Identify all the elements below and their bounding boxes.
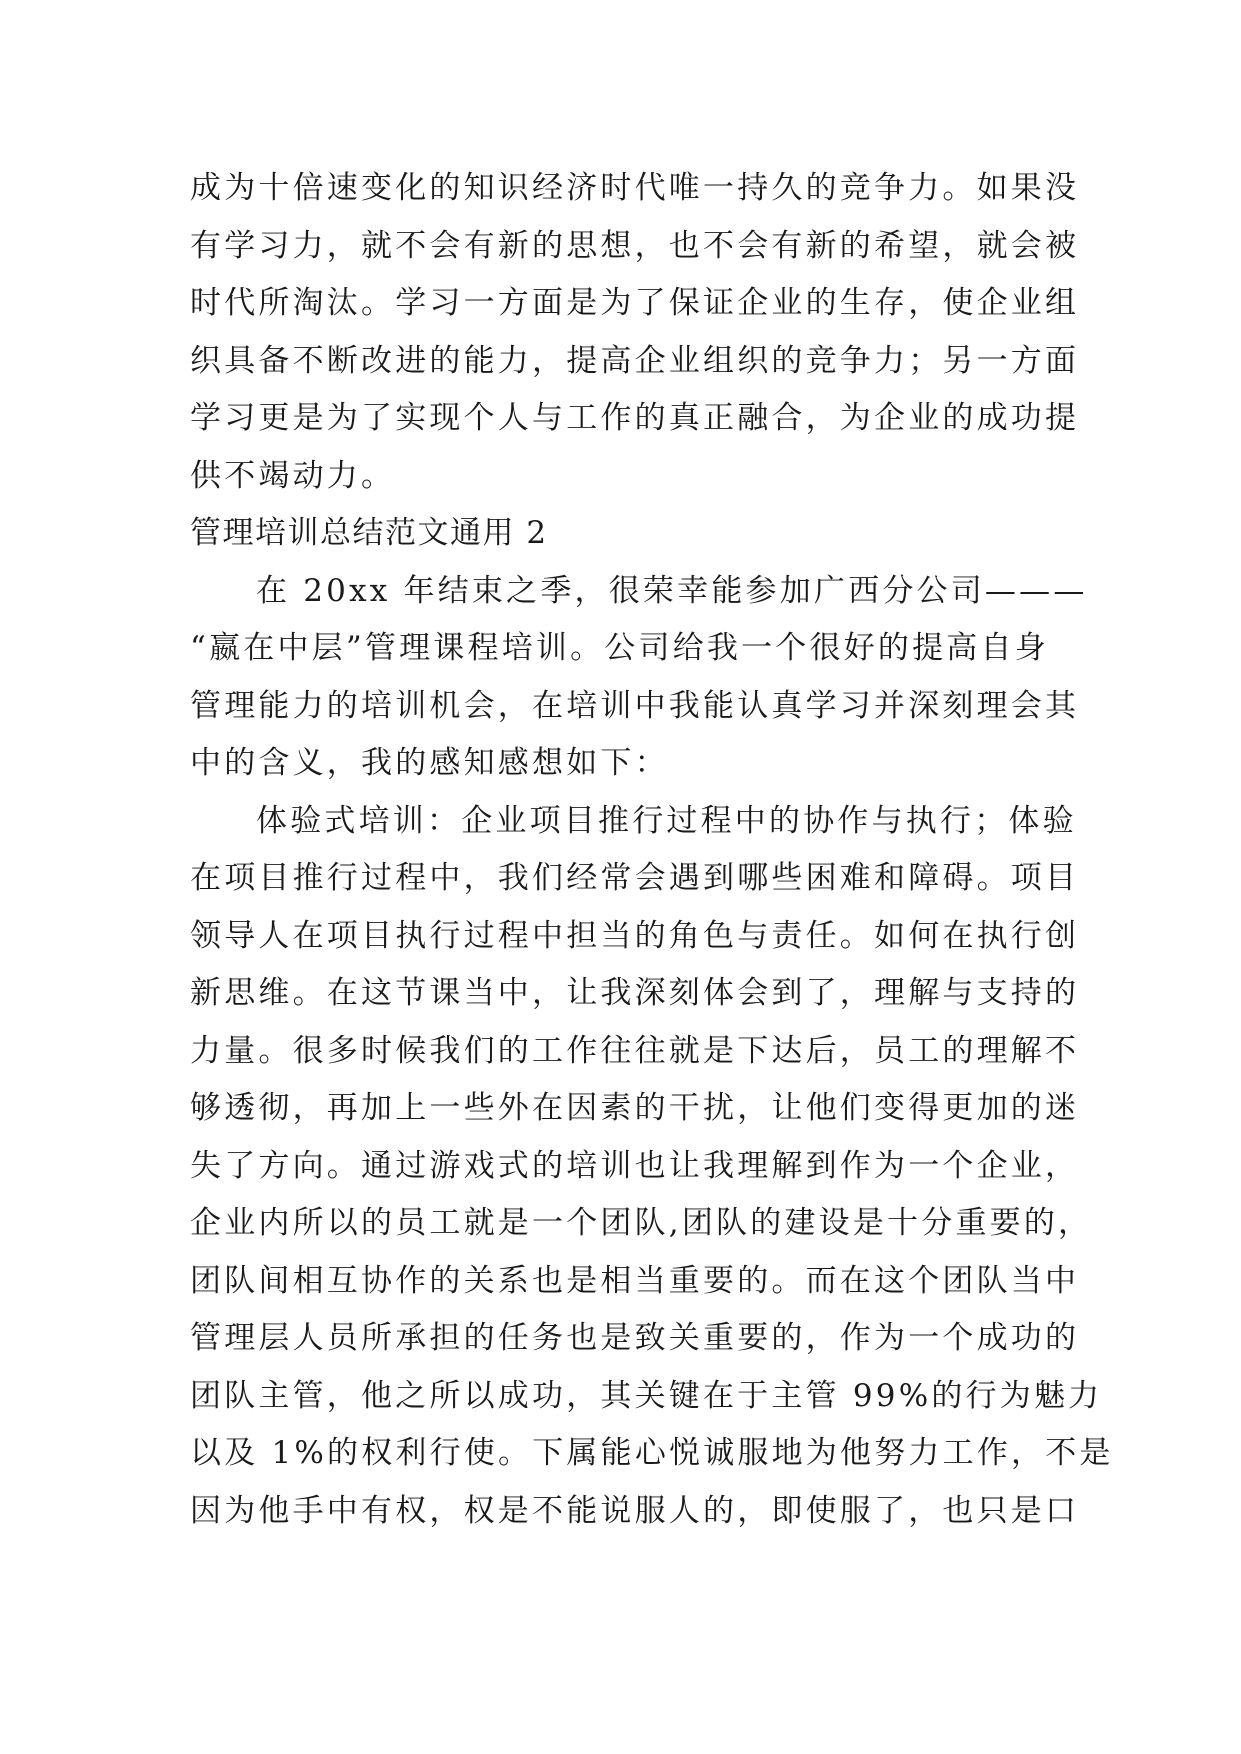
text-line: 在 20xx 年结束之季，很荣幸能参加广西分公司———	[256, 572, 1088, 609]
text-line: 时代所淘汰。学习一方面是为了保证企业的生存，使企业组	[190, 285, 1080, 321]
text-line: “嬴在中层”管理课程培训。公司给我一个很好的提高自身	[190, 630, 1049, 666]
paragraph-experiential-training	[190, 793, 1114, 1541]
text-line: 有学习力，就不会有新的思想，也不会有新的希望，就会被	[190, 227, 1080, 264]
text-line: 因为他手中有权，权是不能说服人的，即使服了，也只是口	[190, 1492, 1080, 1529]
text-line: 够透彻，再加上一些外在因素的干扰，让他们变得更加的迷	[190, 1090, 1080, 1126]
text-line: 学习更是为了实现个人与工作的真正融合，为企业的成功提	[190, 400, 1080, 436]
text-line: 供不竭动力。	[190, 457, 396, 494]
text-line: 体验式培训：企业项目推行过程中的协作与执行；体验	[256, 802, 1077, 839]
text-line: 管理能力的培训机会，在培训中我能认真学习并深刻理会其	[190, 687, 1080, 724]
text-line: 领导人在项目执行过程中担当的角色与责任。如何在执行创	[190, 917, 1080, 954]
text-line: 企业内所以的员工就是一个团队,团队的建设是十分重要的，	[190, 1205, 1093, 1241]
text-line: 团队间相互协作的关系也是相当重要的。而在这个团队当中	[190, 1262, 1080, 1299]
text-line: 成为十倍速变化的知识经济时代唯一持久的竞争力。如果没	[190, 170, 1080, 206]
text-line: 团队主管，他之所以成功，其关键在于主管 99%的行为魅力	[190, 1377, 1103, 1414]
section-title: 管理培训总结范文通用 2	[190, 515, 548, 551]
text-line: 管理层人员所承担的任务也是致关重要的，作为一个成功的	[190, 1320, 1080, 1356]
paragraph-intro	[190, 563, 1088, 793]
text-line: 在项目推行过程中，我们经常会遇到哪些困难和障碍。项目	[190, 860, 1080, 896]
text-line: 新思维。在这节课当中，让我深刻体会到了，理解与支持的	[190, 975, 1080, 1011]
text-line: 织具备不断改进的能力，提高企业组织的竞争力；另一方面	[190, 342, 1080, 379]
text-line: 失了方向。通过游戏式的培训也让我理解到作为一个企业，	[190, 1147, 1080, 1184]
text-line: 力量。很多时候我们的工作往往就是下达后，员工的理解不	[190, 1032, 1080, 1069]
text-line: 以及 1%的权利行使。下属能心悦诚服地为他努力工作，不是	[190, 1435, 1114, 1471]
document-body	[190, 160, 1114, 1540]
continuation-paragraph	[190, 160, 1080, 505]
text-line: 中的含义，我的感知感想如下：	[190, 745, 669, 781]
